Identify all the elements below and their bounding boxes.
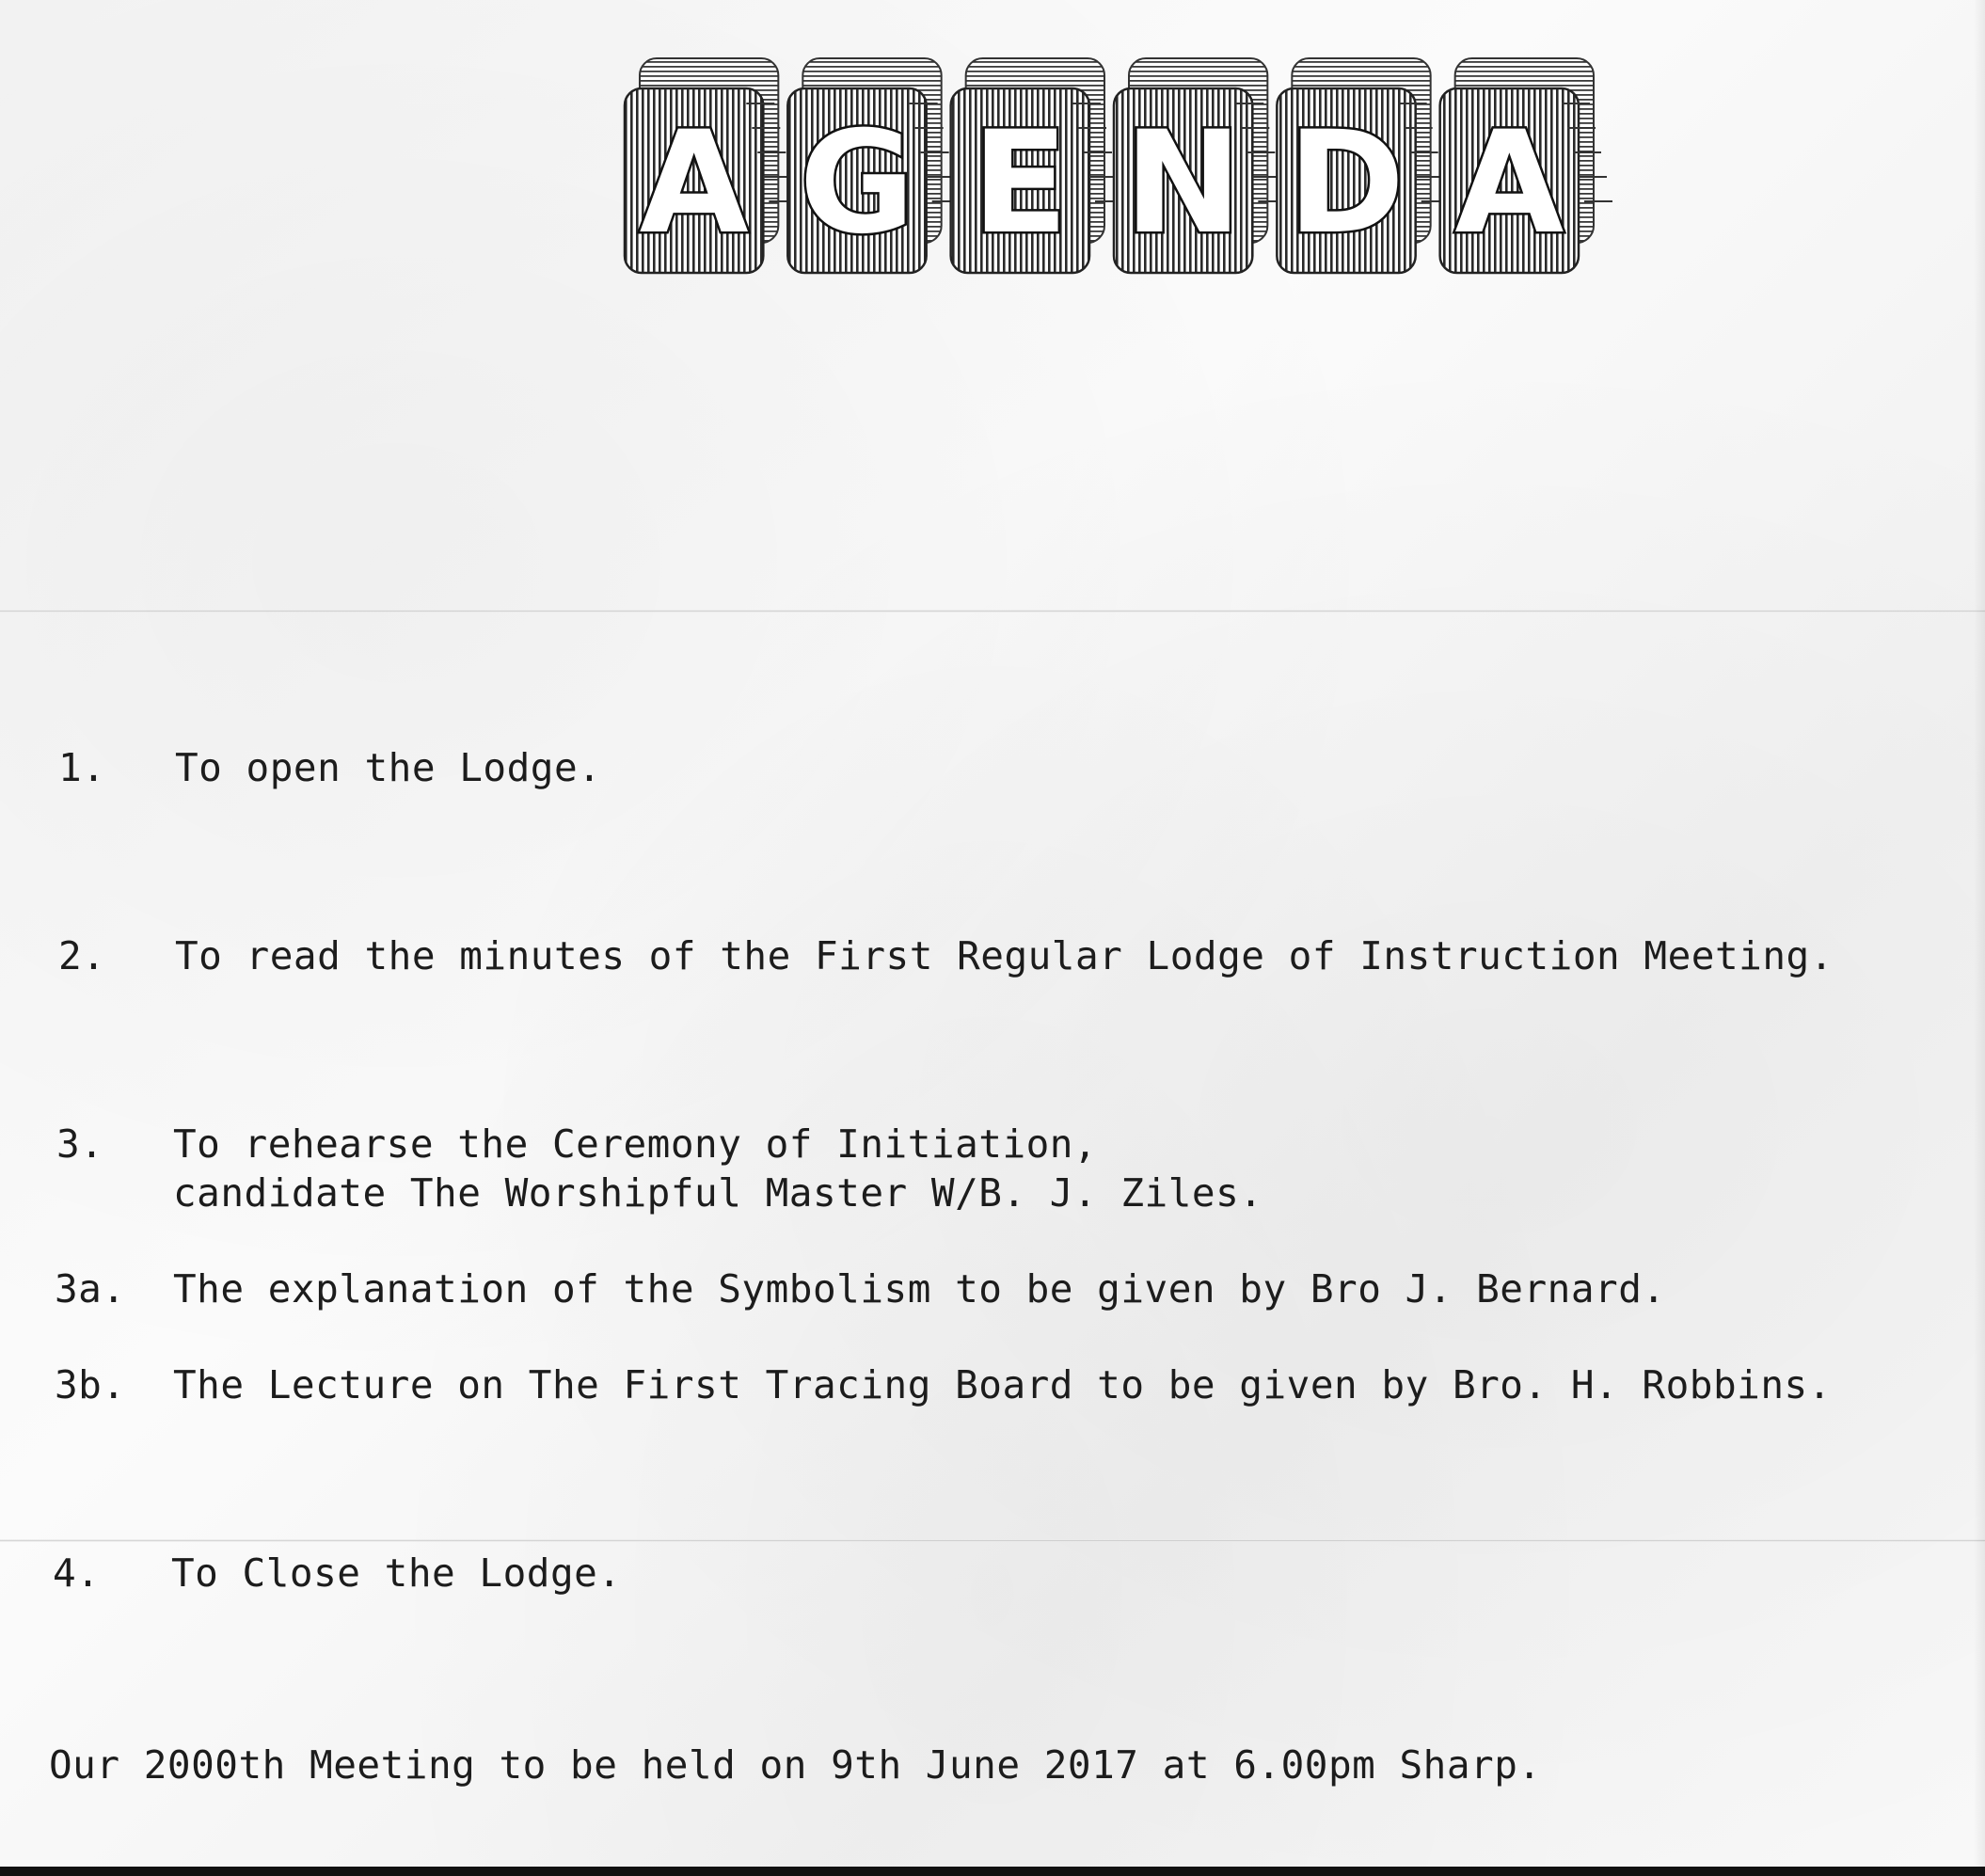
- agenda-item-number: 3b.: [55, 1362, 126, 1407]
- agenda-item-number: 1.: [58, 745, 106, 790]
- agenda-item-text: The explanation of the Symbolism to be given by Bro J. Bernard.: [173, 1266, 1666, 1312]
- agenda-item-text: To Close the Lodge.: [171, 1550, 622, 1596]
- agenda-item-text: To open the Lodge.: [175, 745, 602, 790]
- agenda-heading: [602, 47, 1618, 301]
- heading-letter: [1114, 58, 1286, 273]
- heading-letter: [787, 58, 960, 273]
- heading-letter: [1440, 58, 1612, 273]
- agenda-heading-art: [602, 47, 1618, 301]
- meeting-notice: Our 2000th Meeting to be held on 9th June 2017 at 6.00pm Sharp.: [49, 1742, 1542, 1788]
- agenda-item-text: To read the minutes of the First Regular Lodge of Instruction Meeting.: [175, 933, 1834, 978]
- heading-letter: [951, 58, 1123, 273]
- agenda-item-text: The Lecture on The First Tracing Board to be given by Bro. H. Robbins.: [173, 1362, 1832, 1407]
- heading-letter-glyph: E: [972, 102, 1069, 265]
- agenda-item-number: 3a.: [55, 1266, 126, 1312]
- bottom-border: [0, 1867, 1985, 1876]
- agenda-item-text: To rehearse the Ceremony of Initiation,: [173, 1121, 1098, 1167]
- heading-letter-glyph: A: [639, 102, 749, 265]
- agenda-item-number: 4.: [53, 1550, 101, 1596]
- agenda-item-text-continued: candidate The Worshipful Master W/B. J. Ziles.: [173, 1170, 1263, 1216]
- heading-letter: [1277, 58, 1449, 273]
- heading-letter: [625, 58, 797, 273]
- paper-edge-shadow: [1974, 0, 1985, 1867]
- paper-fold-line: [0, 1539, 1985, 1542]
- heading-letter-glyph: N: [1123, 102, 1243, 265]
- agenda-item-number: 3.: [56, 1121, 104, 1167]
- agenda-item-number: 2.: [58, 933, 106, 978]
- heading-letter-glyph: D: [1287, 102, 1405, 265]
- heading-letter-glyph: A: [1454, 102, 1564, 265]
- heading-letter-glyph: G: [799, 102, 915, 265]
- paper-fold-line: [0, 610, 1985, 612]
